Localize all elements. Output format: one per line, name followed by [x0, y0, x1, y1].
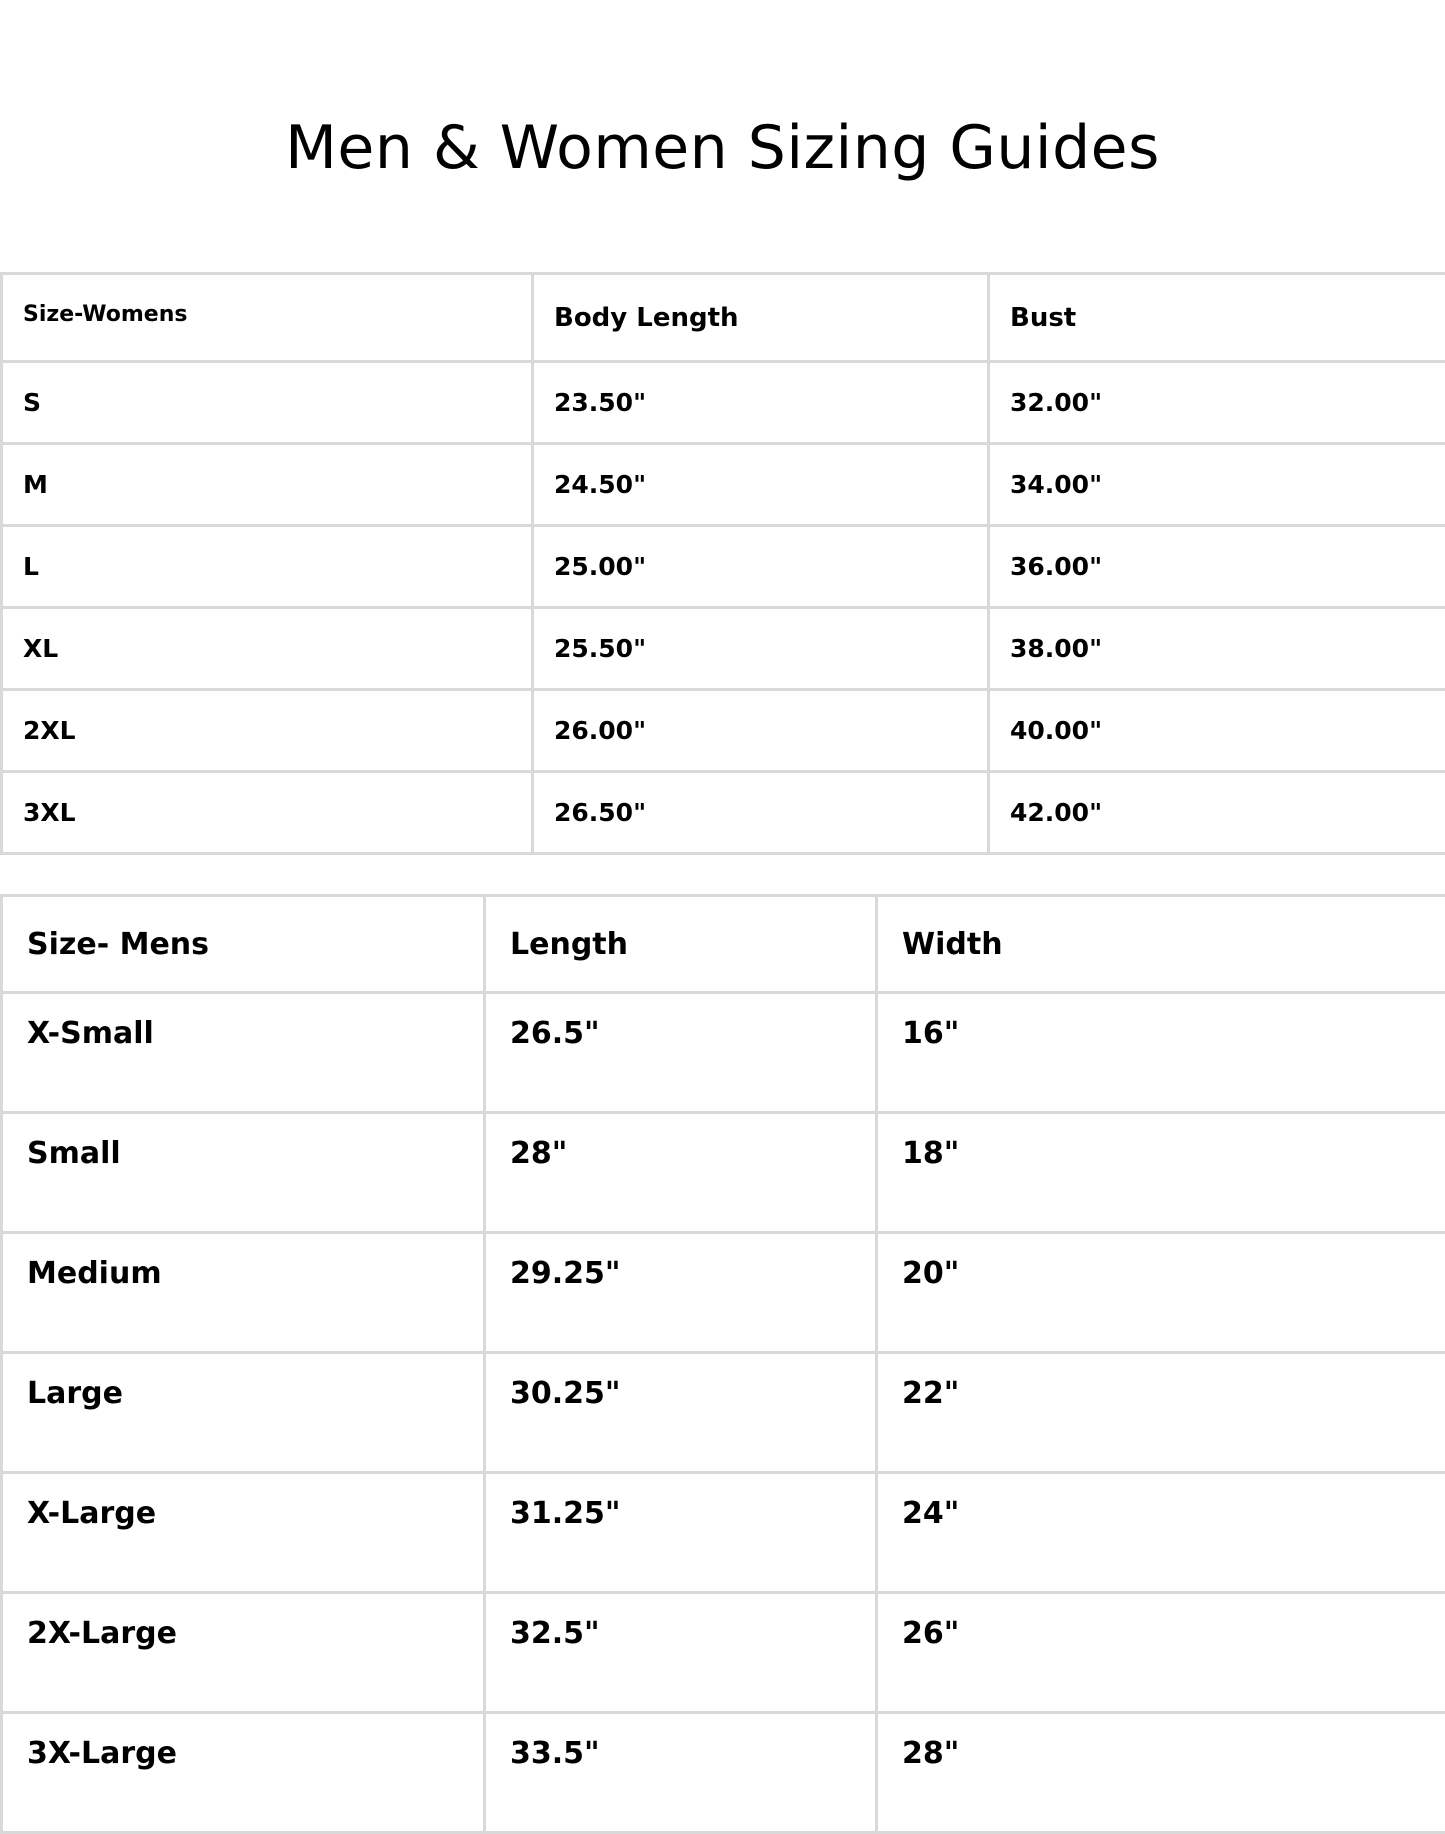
womens-size-cell: 3XL — [2, 772, 533, 854]
womens-size-table — [0, 272, 1445, 855]
womens-bust-cell: 32.00" — [989, 362, 1445, 444]
mens-header-length: Length — [485, 896, 877, 993]
mens-width-cell: 20" — [877, 1233, 1445, 1353]
womens-bust-cell: 38.00" — [989, 608, 1445, 690]
table-row — [2, 1593, 1445, 1713]
table-row — [2, 993, 1445, 1113]
womens-size-cell: 2XL — [2, 690, 533, 772]
mens-length-cell: 31.25" — [485, 1473, 877, 1593]
mens-size-cell: 2X-Large — [2, 1593, 485, 1713]
mens-header-size: Size- Mens — [2, 896, 485, 993]
mens-length-cell: 30.25" — [485, 1353, 877, 1473]
mens-length-cell: 29.25" — [485, 1233, 877, 1353]
womens-bust-cell: 34.00" — [989, 444, 1445, 526]
womens-bust-cell: 40.00" — [989, 690, 1445, 772]
mens-size-cell: Small — [2, 1113, 485, 1233]
womens-body-length-cell: 26.00" — [533, 690, 989, 772]
womens-table-header-row — [2, 274, 1445, 362]
mens-size-cell: 3X-Large — [2, 1713, 485, 1833]
womens-body-length-cell: 25.50" — [533, 608, 989, 690]
womens-size-cell: XL — [2, 608, 533, 690]
mens-size-cell: Medium — [2, 1233, 485, 1353]
mens-size-table — [0, 894, 1445, 1834]
mens-length-cell: 32.5" — [485, 1593, 877, 1713]
mens-width-cell: 22" — [877, 1353, 1445, 1473]
table-row — [2, 444, 1445, 526]
page-title: Men & Women Sizing Guides — [0, 108, 1445, 188]
table-row — [2, 690, 1445, 772]
womens-bust-cell: 42.00" — [989, 772, 1445, 854]
table-row — [2, 1713, 1445, 1833]
womens-body-length-cell: 25.00" — [533, 526, 989, 608]
table-row — [2, 526, 1445, 608]
table-row — [2, 1353, 1445, 1473]
womens-size-cell: L — [2, 526, 533, 608]
table-row — [2, 1113, 1445, 1233]
table-row — [2, 362, 1445, 444]
mens-width-cell: 16" — [877, 993, 1445, 1113]
womens-size-cell: S — [2, 362, 533, 444]
mens-size-cell: X-Small — [2, 993, 485, 1113]
mens-size-cell: X-Large — [2, 1473, 485, 1593]
mens-length-cell: 28" — [485, 1113, 877, 1233]
womens-body-length-cell: 24.50" — [533, 444, 989, 526]
womens-size-cell: M — [2, 444, 533, 526]
table-row — [2, 608, 1445, 690]
womens-bust-cell: 36.00" — [989, 526, 1445, 608]
mens-width-cell: 24" — [877, 1473, 1445, 1593]
mens-width-cell: 18" — [877, 1113, 1445, 1233]
table-row — [2, 772, 1445, 854]
mens-size-cell: Large — [2, 1353, 485, 1473]
table-row — [2, 1233, 1445, 1353]
mens-length-cell: 26.5" — [485, 993, 877, 1113]
mens-length-cell: 33.5" — [485, 1713, 877, 1833]
mens-width-cell: 26" — [877, 1593, 1445, 1713]
mens-header-width: Width — [877, 896, 1445, 993]
womens-header-bust: Bust — [989, 274, 1445, 362]
womens-header-body-length: Body Length — [533, 274, 989, 362]
womens-header-size: Size-Womens — [2, 274, 533, 362]
table-row — [2, 1473, 1445, 1593]
mens-table-header-row — [2, 896, 1445, 993]
womens-body-length-cell: 26.50" — [533, 772, 989, 854]
mens-width-cell: 28" — [877, 1713, 1445, 1833]
womens-body-length-cell: 23.50" — [533, 362, 989, 444]
